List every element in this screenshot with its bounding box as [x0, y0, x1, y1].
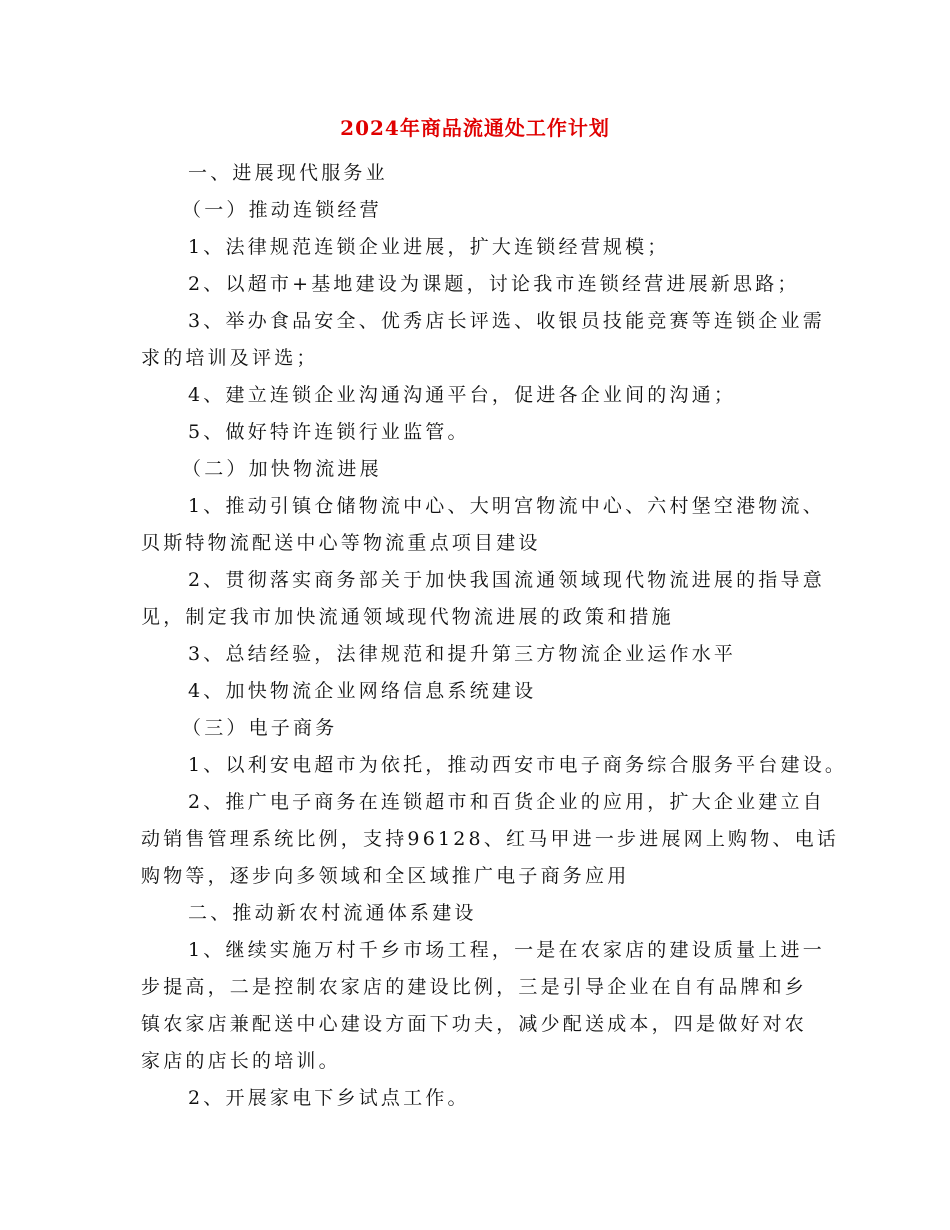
paragraph-line: 动销售管理系统比例，支持96128、红马甲进一步进展网上购物、电话 — [141, 828, 840, 850]
paragraph-line: 3、总结经验，法律规范和提升第三方物流企业运作水平 — [188, 643, 737, 665]
section-heading: 一、进展现代服务业 — [188, 162, 388, 184]
section-heading: 二、推动新农村流通体系建设 — [188, 902, 477, 924]
paragraph-line: 见，制定我市加快流通领域现代物流进展的政策和措施 — [141, 606, 674, 628]
paragraph-line: 5、做好特许连锁行业监管。 — [188, 421, 470, 443]
paragraph-line: 2、以超市+基地建设为课题，讨论我市连锁经营进展新思路； — [188, 273, 800, 295]
subsection-heading: （二）加快物流进展 — [182, 458, 382, 480]
paragraph-line: 3、举办食品安全、优秀店长评选、收银员技能竞赛等连锁企业需 — [188, 310, 825, 332]
paragraph-line: 1、继续实施万村千乡市场工程，一是在农家店的建设质量上进一 — [188, 939, 825, 961]
paragraph-line: 镇农家店兼配送中心建设方面下功夫，减少配送成本，四是做好对农 — [141, 1013, 808, 1035]
paragraph-line: 4、建立连锁企业沟通沟通平台，促进各企业间的沟通； — [188, 384, 737, 406]
paragraph-line: 1、推动引镇仓储物流中心、大明宫物流中心、六村堡空港物流、 — [188, 495, 825, 517]
paragraph-line: 1、以利安电超市为依托，推动西安市电子商务综合服务平台建设。 — [188, 754, 848, 776]
paragraph-line: 2、贯彻落实商务部关于加快我国流通领域现代物流进展的指导意 — [188, 569, 825, 591]
paragraph-line: 2、开展家电下乡试点工作。 — [188, 1087, 470, 1109]
paragraph-line: 家店的店长的培训。 — [141, 1050, 341, 1072]
paragraph-line: 步提高，二是控制农家店的建设比例，三是引导企业在自有品牌和乡 — [141, 976, 808, 998]
subsection-heading: （三）电子商务 — [182, 717, 338, 739]
paragraph-line: 4、加快物流企业网络信息系统建设 — [188, 680, 537, 702]
paragraph-line: 贝斯特物流配送中心等物流重点项目建设 — [141, 532, 541, 554]
subsection-heading: （一）推动连锁经营 — [182, 199, 382, 221]
paragraph-line: 购物等，逐步向多领域和全区域推广电子商务应用 — [141, 865, 630, 887]
paragraph-line: 1、法律规范连锁企业进展，扩大连锁经营规模； — [188, 236, 670, 258]
paragraph-line: 求的培训及评选； — [141, 347, 319, 369]
document-title: 2024年商品流通处工作计划 — [340, 116, 610, 140]
paragraph-line: 2、推广电子商务在连锁超市和百货企业的应用，扩大企业建立自 — [188, 791, 825, 813]
